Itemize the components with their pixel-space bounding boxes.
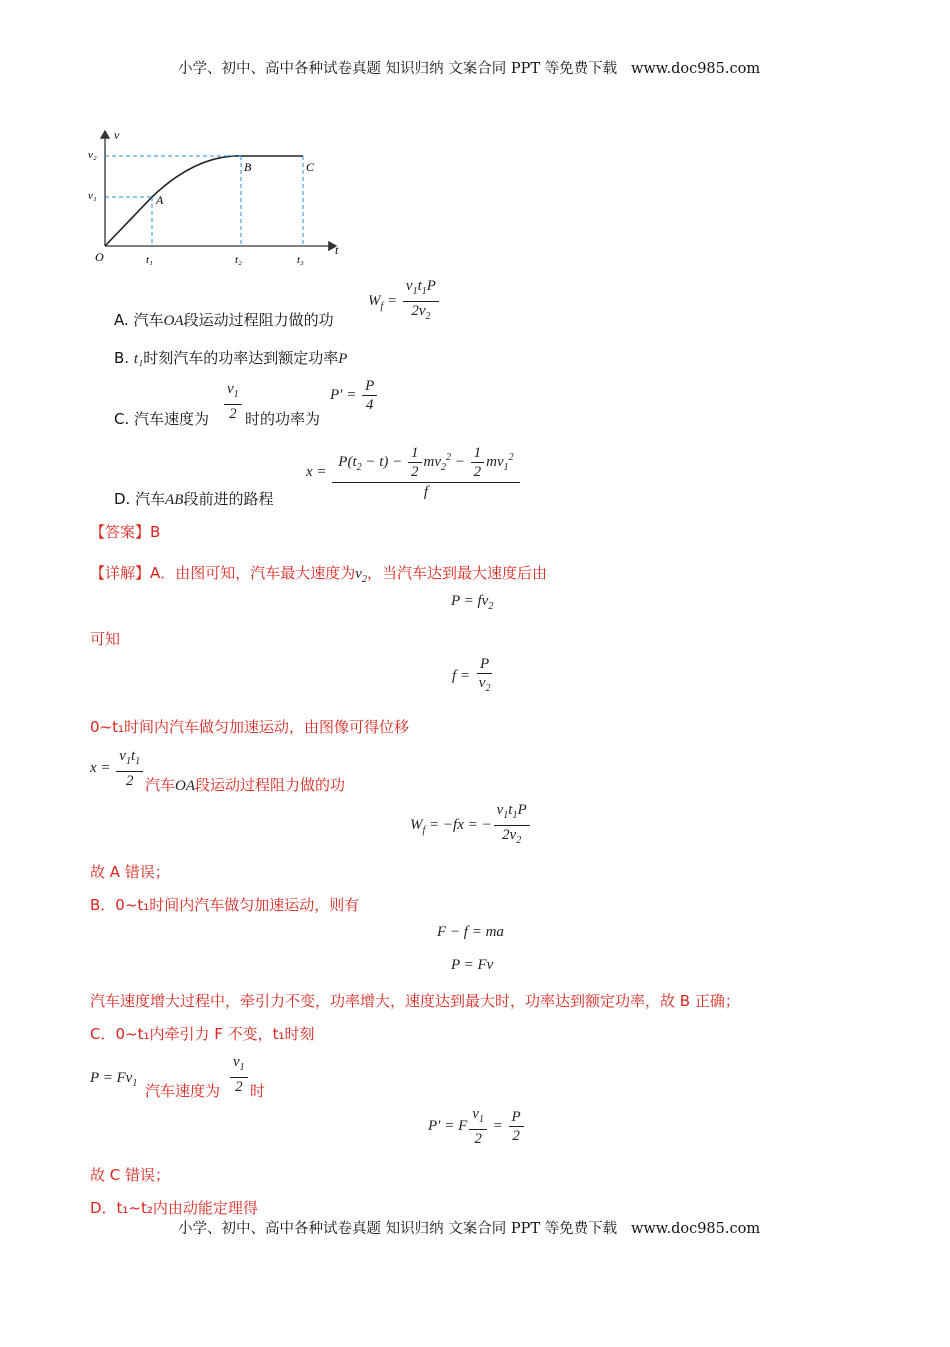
detail-line-3: 0~t₁时间内汽车做匀加速运动，由图像可得位移	[90, 718, 410, 736]
label-axis-v: v	[114, 128, 120, 142]
detail-line-7: 汽车速度增大过程中，牵引力不变，功率增大，速度达到最大时，功率达到额定功率，故 B 正确；	[90, 992, 740, 1010]
label-origin: O	[95, 250, 104, 264]
detail-line-8: C．0~t₁内牵引力 F 不变，t₁时刻	[90, 1025, 315, 1043]
velocity-time-graph	[86, 125, 346, 270]
label-point-b: B	[244, 160, 252, 174]
detail-line-11: D．t₁~t₂内由动能定理得	[90, 1199, 258, 1217]
footer-title: 小学、初中、高中各种试卷真题 知识归纳 文案合同 PPT 等免费下载	[178, 1221, 618, 1237]
label-t3: t₃	[297, 254, 304, 266]
option-b: B. t₁时刻汽车的功率达到额定功率P	[114, 349, 348, 367]
label-point-a: A	[156, 193, 164, 207]
option-d: D. 汽车AB段前进的路程	[114, 490, 274, 508]
answer-line: 【答案】B	[90, 523, 161, 541]
page-footer	[178, 1217, 760, 1238]
label-axis-t: t	[335, 243, 339, 257]
option-d-formula: x = $P(t_2 - t)$ − $\frac{1}{2}$ $mv_2^2$ − $\frac{1}{2}$ $mv_1^2$ f	[306, 445, 522, 500]
option-c: C. 汽车速度为	[114, 410, 210, 428]
detail-line-9b: 时	[250, 1082, 266, 1100]
formula-p-fv2: $P = fv_2$	[451, 593, 494, 612]
formula-v1-half: $\frac{v_1}{2}$	[228, 1054, 250, 1095]
formula-x: x = $\frac{v_1t_1}{2}$	[90, 748, 145, 789]
detail-line-10: 故 C 错误；	[90, 1166, 171, 1184]
option-c-speed-frac: $\frac{v_1}{2}$	[222, 381, 244, 422]
header-title: 小学、初中、高中各种试卷真题 知识归纳 文案合同 PPT 等免费下载	[178, 61, 618, 77]
formula-f-ma: F − f = ma	[437, 924, 504, 940]
formula-f-p-v2: f = $\frac{P}{v_2}$	[452, 656, 491, 694]
footer-url: www.doc985.com	[630, 1221, 761, 1237]
option-c-text2: 时的功率为	[245, 410, 321, 428]
detail-line-6: B．0~t₁时间内汽车做匀加速运动，则有	[90, 896, 360, 914]
label-v2: v₂	[88, 149, 97, 161]
page-header	[178, 57, 760, 78]
detail-line-2: 可知	[90, 630, 121, 648]
detail-line-9a: 汽车速度为	[145, 1082, 221, 1100]
detail-line-5: 故 A 错误；	[90, 863, 170, 881]
label-t2: t₂	[235, 254, 242, 266]
header-url: www.doc985.com	[630, 61, 761, 77]
formula-wf: $W_f = -fx$ = − $\frac{v_1t_1P}{2v_2}$	[410, 802, 532, 849]
option-c-formula: P′ = $\frac{P}{4}$	[330, 378, 379, 413]
formula-p-prime: P′ = F $\frac{v_1}{2}$ = $\frac{P}{2}$	[428, 1106, 526, 1147]
v-t-curve	[105, 156, 303, 246]
detail-line-4: 汽车OA段运动过程阻力做的功	[145, 776, 346, 794]
formula-p-fv1: $P = Fv_1$	[90, 1070, 138, 1089]
option-a: A. 汽车OA段运动过程阻力做的功	[114, 311, 334, 329]
formula-p-fv: P = Fv	[451, 957, 494, 973]
label-v1: v₁	[88, 190, 97, 202]
label-point-c: C	[306, 160, 315, 174]
option-a-formula: $W_f$ = $\frac{v_1t_1P}{2v_2}$	[368, 278, 441, 325]
label-t1: t₁	[146, 254, 153, 266]
detail-line-1: 【详解】A．由图可知，汽车最大速度为$v_2$，当汽车达到最大速度后由	[90, 564, 547, 585]
